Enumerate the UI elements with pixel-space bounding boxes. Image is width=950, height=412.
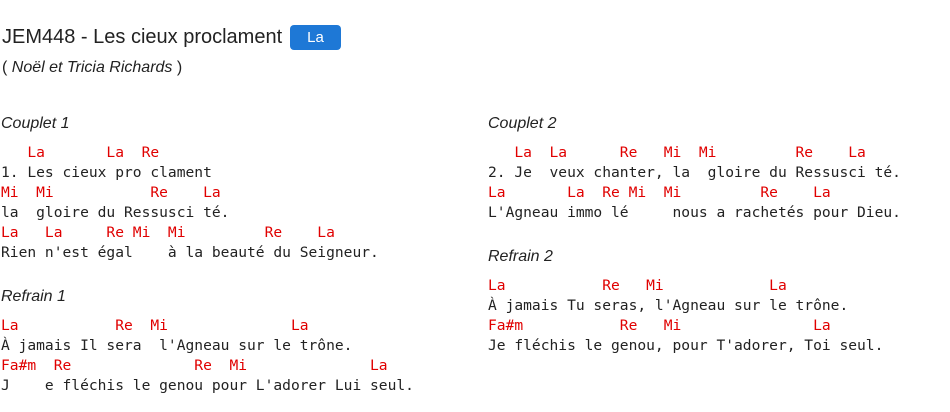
chord-line: La Re Mi La <box>488 277 787 294</box>
chord-line: Mi Mi Re La <box>1 184 221 201</box>
lyric-line: 2. Je veux chanter, la gloire du Ressusci té. <box>488 164 901 181</box>
section-title: Refrain 1 <box>1 288 66 305</box>
lyric-line: Je fléchis le genou, pour T'adorer, Toi seul. <box>488 337 884 354</box>
authors-names: Noël et Tricia Richards <box>11 59 173 76</box>
authors <box>2 59 182 77</box>
lyric-line: la gloire du Ressusci té. <box>1 204 230 221</box>
section-refrain-1 <box>1 287 451 396</box>
section-refrain-2 <box>488 247 938 356</box>
chord-line: La La Re Mi Mi Re La <box>488 144 866 161</box>
lyric-line: J e fléchis le genou pour L'adorer Lui seul. <box>1 377 414 394</box>
section-couplet-1 <box>1 114 451 263</box>
lyric-line: 1. Les cieux pro clament <box>1 164 212 181</box>
chord-line: La La Re Mi Mi Re La <box>1 224 335 241</box>
lyric-line: À jamais Il sera l'Agneau sur le trône. <box>1 337 353 354</box>
chord-line: La La Re <box>1 144 160 161</box>
lyric-line: Rien n'est égal à la beauté du Seigneur. <box>1 244 379 261</box>
section-title: Refrain 2 <box>488 248 553 265</box>
song-title: JEM448 - Les cieux proclament <box>2 25 283 48</box>
chord-line: La La Re Mi Mi Re La <box>488 184 831 201</box>
lyric-line: L'Agneau immo lé nous a rachetés pour Dieu. <box>488 204 901 221</box>
lyric-line: À jamais Tu seras, l'Agneau sur le trône. <box>488 297 849 314</box>
section-couplet-2 <box>488 114 938 223</box>
key-button[interactable]: La <box>290 25 341 50</box>
section-title: Couplet 2 <box>488 115 557 132</box>
section-title: Couplet 1 <box>1 115 70 132</box>
chord-line: Fa#m Re Mi La <box>488 317 831 334</box>
authors-close-paren: ) <box>172 59 183 76</box>
authors-open-paren: ( <box>2 59 12 76</box>
chord-line: Fa#m Re Re Mi La <box>1 357 388 374</box>
title-row <box>2 20 341 54</box>
chord-line: La Re Mi La <box>1 317 309 334</box>
